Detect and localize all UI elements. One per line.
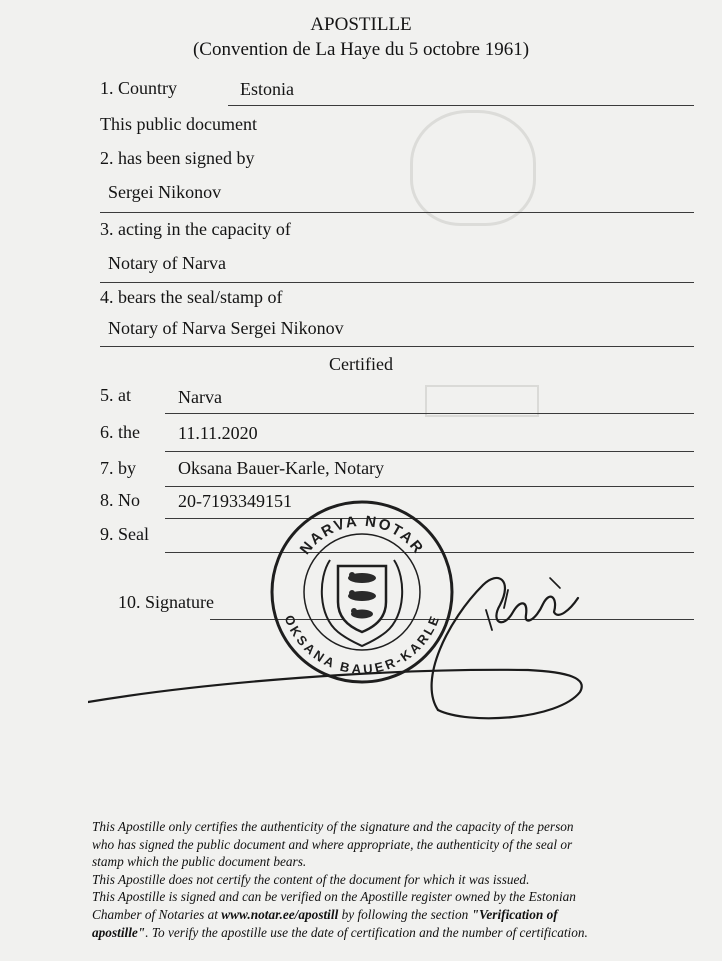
signed-by-label: 2. has been signed by (100, 148, 255, 168)
by-label: 7. by (100, 458, 136, 478)
country-value: Estonia (240, 79, 294, 99)
footer-line: This Apostille is signed and can be verified on the Apostille register owned by the Estonian (92, 889, 576, 905)
ghost-emblem (410, 110, 536, 226)
capacity-rule (100, 282, 694, 283)
at-label: 5. at (100, 385, 131, 405)
capacity-value: Notary of Narva (108, 253, 226, 273)
footer-line (92, 924, 692, 942)
at-value: Narva (178, 387, 222, 407)
verification-section-name-cont: apostille" (92, 924, 146, 940)
page-title: APOSTILLE (310, 14, 412, 35)
footer-line: who has signed the public document and where appropriate, the authenticity of the seal or (92, 836, 573, 852)
signature-label: 10. Signature (118, 592, 214, 612)
number-label: 8. No (100, 490, 140, 510)
footer-line: This Apostille only certifies the authenticity of the signature and the capacity of the person (92, 819, 574, 834)
date-label: 6. the (100, 422, 140, 442)
footer-line (92, 906, 692, 924)
footer-note (92, 818, 692, 941)
footer-line: stamp which the public document bears. (92, 854, 307, 870)
page-subtitle: (Convention de La Haye du 5 octobre 1961) (192, 39, 530, 60)
signed-by-value: Sergei Nikonov (108, 182, 222, 202)
verification-section-name: "Verification of (471, 906, 558, 922)
date-value: 11.11.2020 (178, 423, 258, 443)
country-rule (228, 105, 694, 106)
seal-label: 9. Seal (100, 524, 149, 544)
bears-seal-value: Notary of Narva Sergei Nikonov (108, 318, 344, 338)
signed-by-rule (100, 212, 694, 213)
public-document-label: This public document (100, 114, 257, 134)
country-label: 1. Country (100, 78, 178, 98)
footer-text: by following the section (338, 906, 472, 922)
notary-seal-stamp (268, 498, 456, 686)
coat-of-arms-icon (322, 560, 402, 646)
capacity-label: 3. acting in the capacity of (100, 219, 291, 239)
date-rule (165, 451, 694, 452)
bears-seal-label: 4. bears the seal/stamp of (100, 287, 283, 307)
seal-top-text: NARVA NOTAR (296, 512, 428, 558)
by-value: Oksana Bauer-Karle, Notary (178, 458, 385, 478)
svg-text:NARVA NOTAR (297, 513, 428, 558)
footer-line: This Apostille does not certify the content of the document for which it was issued. (92, 871, 530, 887)
at-rule (165, 413, 694, 414)
certified-heading: Certified (329, 354, 393, 374)
apostille-register-link[interactable]: www.notar.ee/apostill (221, 906, 339, 922)
by-rule (165, 486, 694, 487)
seal-bottom-text: OKSANA BAUER-KARLE (281, 612, 443, 677)
footer-text: . To verify the apostille use the date of certification and the number of certification. (145, 924, 588, 940)
bears-seal-rule (100, 346, 694, 347)
footer-text: Chamber of Notaries at (92, 906, 222, 922)
number-value: 20-7193349151 (178, 491, 292, 511)
